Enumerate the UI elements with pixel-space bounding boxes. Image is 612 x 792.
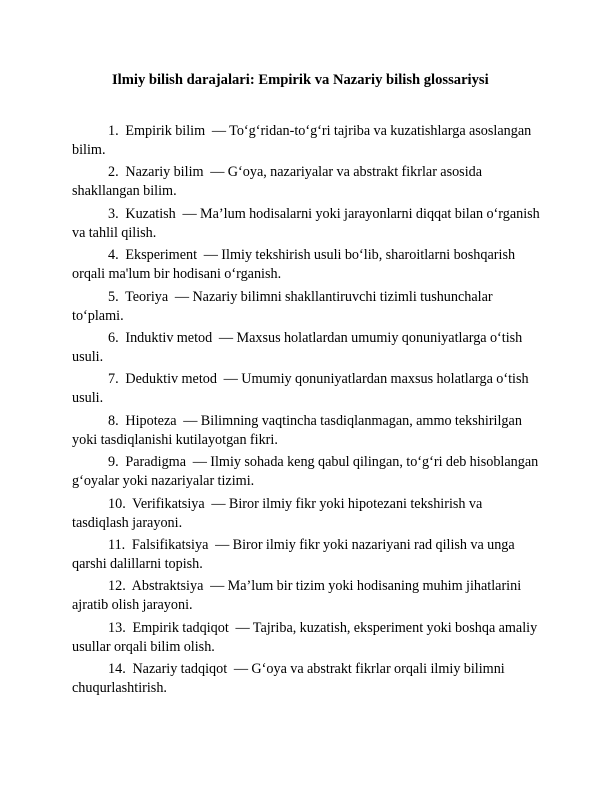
entry-definition: Tajriba, kuzatish, eksperiment yoki boshqa amaliy usullar orqali bilim olish. [72, 619, 538, 655]
glossary-entry: 13. Empirik tadqiqot — Tajriba, kuzatish, eksperiment yoki boshqa amaliy usullar orqali bilim olish. [72, 619, 538, 655]
entry-definition: Ma’lum hodisalarni yoki jarayonlarni diqqat bilan o‘rganish va tahlil qilish. [72, 205, 540, 241]
entry-term: Kuzatish [125, 205, 176, 222]
entry-number: 8. [108, 412, 119, 429]
entry-number: 10. [108, 495, 126, 512]
entry-definition: Biror ilmiy fikr yoki nazariyani rad qilish va unga qarshi dalillarni topish. [72, 536, 515, 572]
glossary-list [72, 122, 542, 701]
entry-definition: Nazariy bilimni shakllantiruvchi tizimli tushunchalar to‘plami. [72, 288, 493, 324]
glossary-entry: 3. Kuzatish — Ma’lum hodisalarni yoki jarayonlarni diqqat bilan o‘rganish va tahlil qilish. [72, 205, 540, 241]
entry-term: Hipoteza [125, 412, 177, 429]
glossary-entry: 2. Nazariy bilim — G‘oya, nazariyalar va abstrakt fikrlar asosida shakllangan bilim. [72, 164, 483, 200]
entry-definition: Umumiy qonuniyatlardan maxsus holatlarga o‘tish usuli. [72, 371, 529, 407]
entry-definition: Biror ilmiy fikr yoki hipotezani tekshirish va tasdiqlash jarayoni. [72, 495, 483, 531]
entry-number: 1. [108, 123, 119, 139]
entry-term: Paradigma [125, 454, 187, 471]
entry-term: Abstraktsiya [131, 578, 204, 595]
entry-number: 2. [108, 164, 119, 181]
document-title: Ilmiy bilish darajalari: Empirik va Nazariy bilish glossariysi [112, 72, 489, 88]
glossary-entry: 11. Falsifikatsiya — Biror ilmiy fikr yoki nazariyani rad qilish va unga qarshi dalillarni topish. [72, 536, 515, 572]
entry-term: Nazariy bilim [125, 164, 204, 181]
glossary-entry: 7. Deduktiv metod — Umumiy qonuniyatlardan maxsus holatlarga o‘tish usuli. [72, 371, 529, 407]
entry-number: 11. [108, 536, 126, 553]
entry-number: 9. [108, 454, 119, 471]
entry-definition: Ma’lum bir tizim yoki hodisaning muhim jihatlarini ajratib olish jarayoni. [72, 578, 522, 614]
entry-number: 7. [108, 371, 119, 388]
entry-definition: Bilimning vaqtincha tasdiqlanmagan, ammo tekshirilgan yoki tasdiqlanishi kutilayotgan fikri. [72, 412, 522, 448]
entry-term: Teoriya [125, 288, 169, 305]
entry-number: 3. [108, 205, 119, 222]
glossary-entry: 14. Nazariy tadqiqot — G‘oya va abstrakt fikrlar orqali ilmiy bilimni chuqurlashtirish. [72, 661, 505, 697]
entry-term: Induktiv metod [125, 329, 213, 346]
entry-definition: Ilmiy sohada keng qabul qilingan, to‘g‘ri deb hisoblangan g‘oyalar yoki nazariyalar tizimi. [72, 454, 539, 490]
glossary-entry: 5. Teoriya — Nazariy bilimni shakllantiruvchi tizimli tushunchalar to‘plami. [72, 288, 493, 324]
glossary-entry: 12. Abstraktsiya — Ma’lum bir tizim yoki hodisaning muhim jihatlarini ajratib olish jarayoni. [72, 578, 522, 614]
entry-term: Falsifikatsiya [131, 536, 209, 553]
entry-definition: To‘g‘ridan-to‘g‘ri tajriba va kuzatishlarga asoslangan bilim. [72, 123, 532, 158]
entry-term: Deduktiv metod [125, 371, 217, 388]
entry-number: 12. [108, 578, 126, 595]
entry-number: 13. [108, 619, 126, 636]
entry-term: Eksperiment [125, 247, 198, 264]
entry-definition: Ilmiy tekshirish usuli bo‘lib, sharoitlarni boshqarish orqali ma'lum bir hodisani o‘rganish. [72, 247, 516, 283]
entry-term: Verifikatsiya [132, 495, 205, 512]
entry-term: Nazariy tadqiqot [132, 661, 228, 678]
glossary-entry: 9. Paradigma — Ilmiy sohada keng qabul qilingan, to‘g‘ri deb hisoblangan g‘oyalar yoki nazariyalar tizimi. [72, 454, 539, 490]
entry-number: 6. [108, 329, 119, 346]
glossary-entry: 8. Hipoteza — Bilimning vaqtincha tasdiqlanmagan, ammo tekshirilgan yoki tasdiqlanishi kutilayotgan fikri. [72, 412, 522, 448]
entry-number: 4. [108, 247, 119, 264]
entry-definition: Maxsus holatlardan umumiy qonuniyatlarga o‘tish usuli. [72, 329, 523, 365]
entry-definition: G‘oya, nazariyalar va abstrakt fikrlar asosida shakllangan bilim. [72, 164, 483, 200]
entry-number: 14. [108, 661, 126, 678]
entry-term: Empirik bilim [125, 123, 206, 139]
entry-definition: G‘oya va abstrakt fikrlar orqali ilmiy bilimni chuqurlashtirish. [72, 661, 505, 697]
glossary-entry: 4. Eksperiment — Ilmiy tekshirish usuli bo‘lib, sharoitlarni boshqarish orqali ma'lum bir hodisani o‘rganish. [72, 247, 516, 283]
entry-number: 5. [108, 288, 119, 305]
entry-term: Empirik tadqiqot [132, 619, 229, 636]
glossary-entry: 6. Induktiv metod — Maxsus holatlardan umumiy qonuniyatlarga o‘tish usuli. [72, 329, 523, 365]
glossary-entry: 10. Verifikatsiya — Biror ilmiy fikr yoki hipotezani tekshirish va tasdiqlash jarayoni. [72, 495, 483, 531]
glossary-entry: 1. Empirik bilim — To‘g‘ridan-to‘g‘ri tajriba va kuzatishlarga asoslangan bilim. [72, 123, 532, 158]
